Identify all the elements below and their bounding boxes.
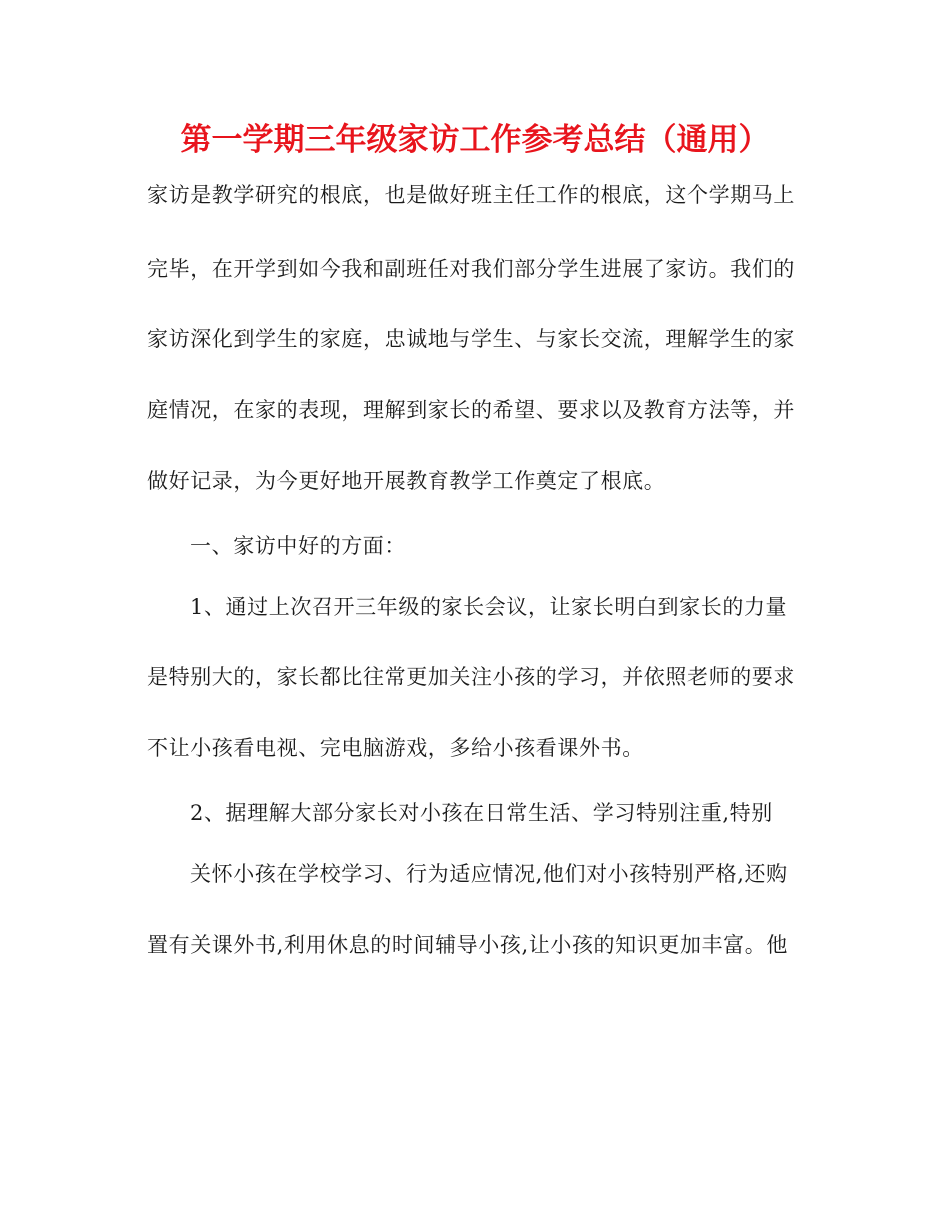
item-1-line-1: 1、通过上次召开三年级的家长会议，让家长明白到家长的力量 xyxy=(190,595,788,619)
item-2-line-1: 2、据理解大部分家长对小孩在日常生活、学习特别注重,特别 xyxy=(190,801,773,825)
paragraph-line-4: 庭情况，在家的表现，理解到家长的希望、要求以及教育方法等，并 xyxy=(147,398,795,422)
item-2-line-3: 置有关课外书,利用休息的时间辅导小孩,让小孩的知识更加丰富。他 xyxy=(147,933,788,957)
section-heading: 一、家访中好的方面： xyxy=(190,534,406,558)
paragraph-line-5: 做好记录，为今更好地开展教育教学工作奠定了根底。 xyxy=(147,469,666,493)
document-title: 第一学期三年级家访工作参考总结（通用） xyxy=(180,122,770,158)
item-1-line-3: 不让小孩看电视、完电脑游戏，多给小孩看课外书。 xyxy=(147,736,644,760)
item-1-line-2: 是特别大的，家长都比往常更加关注小孩的学习，并依照老师的要求 xyxy=(147,665,795,689)
paragraph-line-1: 家访是教学研究的根底，也是做好班主任工作的根底，这个学期马上 xyxy=(147,183,795,207)
paragraph-line-3: 家访深化到学生的家庭，忠诚地与学生、与家长交流，理解学生的家 xyxy=(147,327,795,351)
item-2-line-2: 关怀小孩在学校学习、行为适应情况,他们对小孩特别严格,还购 xyxy=(190,862,788,886)
paragraph-line-2: 完毕，在开学到如今我和副班任对我们部分学生进展了家访。我们的 xyxy=(147,257,795,281)
